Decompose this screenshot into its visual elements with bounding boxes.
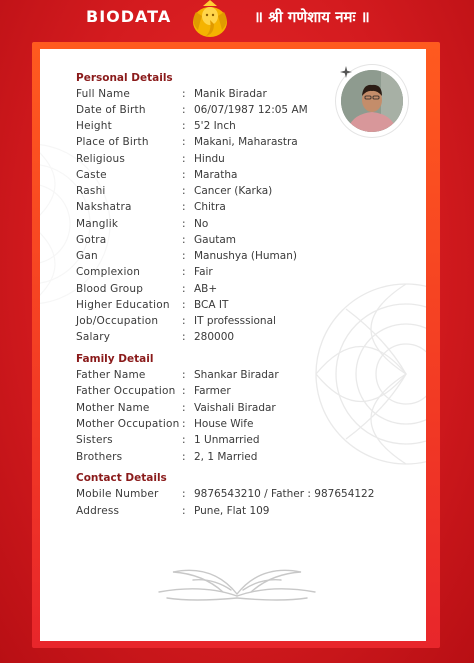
row-separator: :	[182, 315, 186, 327]
row-label: Job/Occupation	[76, 315, 159, 327]
mandala-watermark-icon	[296, 239, 426, 509]
row-separator: :	[182, 451, 186, 463]
row-label: Religious	[76, 153, 126, 165]
row-label: Rashi	[76, 185, 106, 197]
row-label: Blood Group	[76, 283, 144, 295]
row-value: 5'2 Inch	[194, 120, 236, 132]
biodata-card	[40, 49, 426, 641]
row-separator: :	[182, 402, 186, 414]
row-label: Place of Birth	[76, 136, 149, 148]
row-separator: :	[182, 88, 186, 100]
row-value: Shankar Biradar	[194, 369, 279, 381]
row-value: 1 Unmarried	[194, 434, 260, 446]
section-title-personal: Personal Details	[76, 72, 173, 84]
row-label: Date of Birth	[76, 104, 146, 116]
row-value: IT professsional	[194, 315, 276, 327]
row-value: Manushya (Human)	[194, 250, 297, 262]
row-separator: :	[182, 434, 186, 446]
row-separator: :	[182, 153, 186, 165]
row-label: Height	[76, 120, 112, 132]
row-separator: :	[182, 331, 186, 343]
row-separator: :	[182, 488, 186, 500]
header	[0, 0, 474, 40]
row-value: Maratha	[194, 169, 238, 181]
row-value: Cancer (Karka)	[194, 185, 273, 197]
row-label: Manglik	[76, 218, 119, 230]
row-value: BCA IT	[194, 299, 229, 311]
ganesha-icon	[188, 0, 232, 40]
row-label: Nakshatra	[76, 201, 132, 213]
row-value: Vaishali Biradar	[194, 402, 276, 414]
row-value: Pune, Flat 109	[194, 505, 270, 517]
row-separator: :	[182, 218, 186, 230]
row-value: Fair	[194, 266, 213, 278]
row-separator: :	[182, 136, 186, 148]
row-value: Chitra	[194, 201, 226, 213]
row-label: Brothers	[76, 451, 123, 463]
ganesh-mantra: ॥ श्री गणेशाय नमः ॥	[254, 8, 370, 26]
row-separator: :	[182, 120, 186, 132]
row-separator: :	[182, 266, 186, 278]
row-label: Address	[76, 505, 120, 517]
row-value: Makani, Maharastra	[194, 136, 298, 148]
row-label: Father Name	[76, 369, 146, 381]
row-separator: :	[182, 201, 186, 213]
row-label: Mother Name	[76, 402, 150, 414]
row-value: 06/07/1987 12:05 AM	[194, 104, 308, 116]
row-separator: :	[182, 418, 186, 430]
row-label: Salary	[76, 331, 111, 343]
sparkle-icon	[340, 66, 352, 78]
row-label: Father Occupation	[76, 385, 176, 397]
row-value: AB+	[194, 283, 218, 295]
row-separator: :	[182, 505, 186, 517]
section-title-contact: Contact Details	[76, 472, 167, 484]
row-value: Manik Biradar	[194, 88, 267, 100]
row-separator: :	[182, 104, 186, 116]
row-label: Complexion	[76, 266, 141, 278]
row-value: 280000	[194, 331, 235, 343]
section-title-family: Family Detail	[76, 353, 154, 365]
row-label: Full Name	[76, 88, 131, 100]
row-label: Sisters	[76, 434, 113, 446]
row-label: Mother Occupation	[76, 418, 180, 430]
row-label: Mobile Number	[76, 488, 159, 500]
row-label: Caste	[76, 169, 107, 181]
row-separator: :	[182, 185, 186, 197]
row-label: Higher Education	[76, 299, 170, 311]
biodata-title: BIODATA	[86, 7, 172, 26]
row-separator: :	[182, 169, 186, 181]
row-value: House Wife	[194, 418, 254, 430]
row-separator: :	[182, 250, 186, 262]
row-label: Gotra	[76, 234, 107, 246]
row-separator: :	[182, 299, 186, 311]
row-separator: :	[182, 369, 186, 381]
row-separator: :	[182, 283, 186, 295]
row-value: 9876543210 / Father : 987654122	[194, 488, 375, 500]
row-separator: :	[182, 234, 186, 246]
row-value: Hindu	[194, 153, 225, 165]
row-value: Farmer	[194, 385, 231, 397]
row-value: 2, 1 Married	[194, 451, 258, 463]
row-separator: :	[182, 385, 186, 397]
row-value: Gautam	[194, 234, 237, 246]
row-label: Gan	[76, 250, 98, 262]
floral-ornament-icon	[153, 554, 321, 604]
row-value: No	[194, 218, 209, 230]
avatar	[341, 70, 403, 132]
